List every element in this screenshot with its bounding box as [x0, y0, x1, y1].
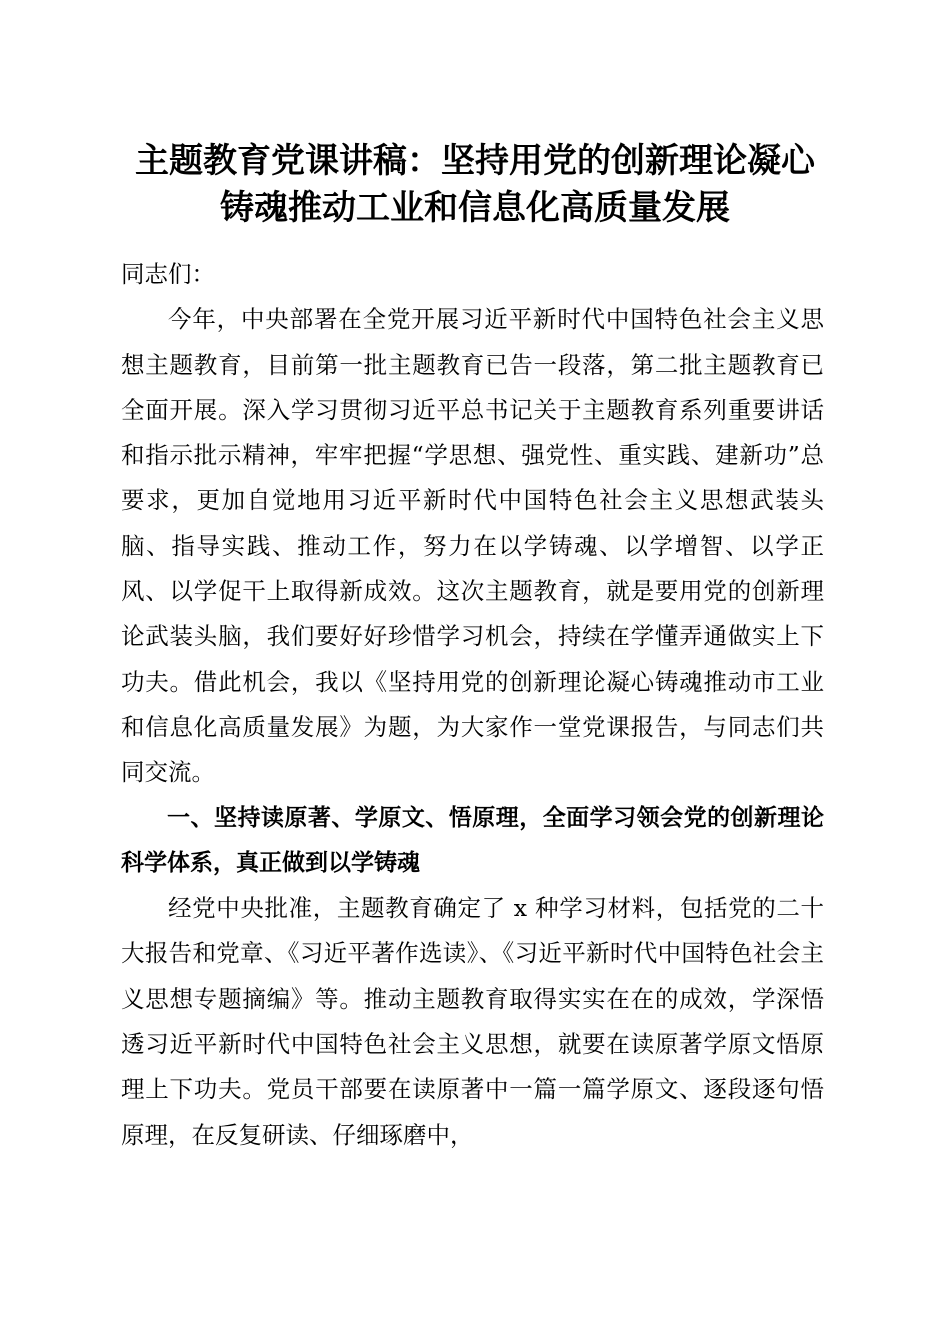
- section-heading: 一、坚持读原著、学原文、悟原理，全面学习领会党的创新理论科学体系，真正做到以学铸魂: [121, 804, 824, 876]
- title-line-1: 主题教育党课讲稿：坚持用党的创新理论凝心: [135, 141, 815, 181]
- document-body: [121, 252, 824, 1158]
- salutation: 同志们：: [121, 260, 215, 288]
- title-line-2: 铸魂推动工业和信息化高质量发展: [220, 188, 730, 228]
- section-paragraph: 经党中央批准，主题教育确定了 x 种学习材料，包括党的二十大报告和党章、《习近平著作选读》、《习近平新时代中国特色社会主义思想专题摘编》等。推动主题教育取得实实在在的成效，学深悟透习近平新时代中国特色社会主义思想，就要在读原著学原文悟原理上下功夫。党员干部要在读原著中一篇一篇学原文、逐段逐句悟原理，在反复研读、仔细琢磨中，: [121, 894, 824, 1149]
- intro-paragraph: 今年，中央部署在全党开展习近平新时代中国特色社会主义思想主题教育，目前第一批主题教育已告一段落，第二批主题教育已全面开展。深入学习贯彻习近平总书记关于主题教育系列重要讲话和指示批示精神，牢牢把握“学思想、强党性、重实践、建新功”总要求，更加自觉地用习近平新时代中国特色社会主义思想武装头脑、指导实践、推动工作，努力在以学铸魂、以学增智、以学正风、以学促干上取得新成效。这次主题教育，就是要用党的创新理论武装头脑，我们要好好珍惜学习机会，持续在学懂弄通做实上下功夫。借此机会，我以《坚持用党的创新理论凝心铸魂推动市工业和信息化高质量发展》为题，为大家作一堂党课报告，与同志们共同交流。: [121, 305, 824, 787]
- document-title: [100, 138, 850, 232]
